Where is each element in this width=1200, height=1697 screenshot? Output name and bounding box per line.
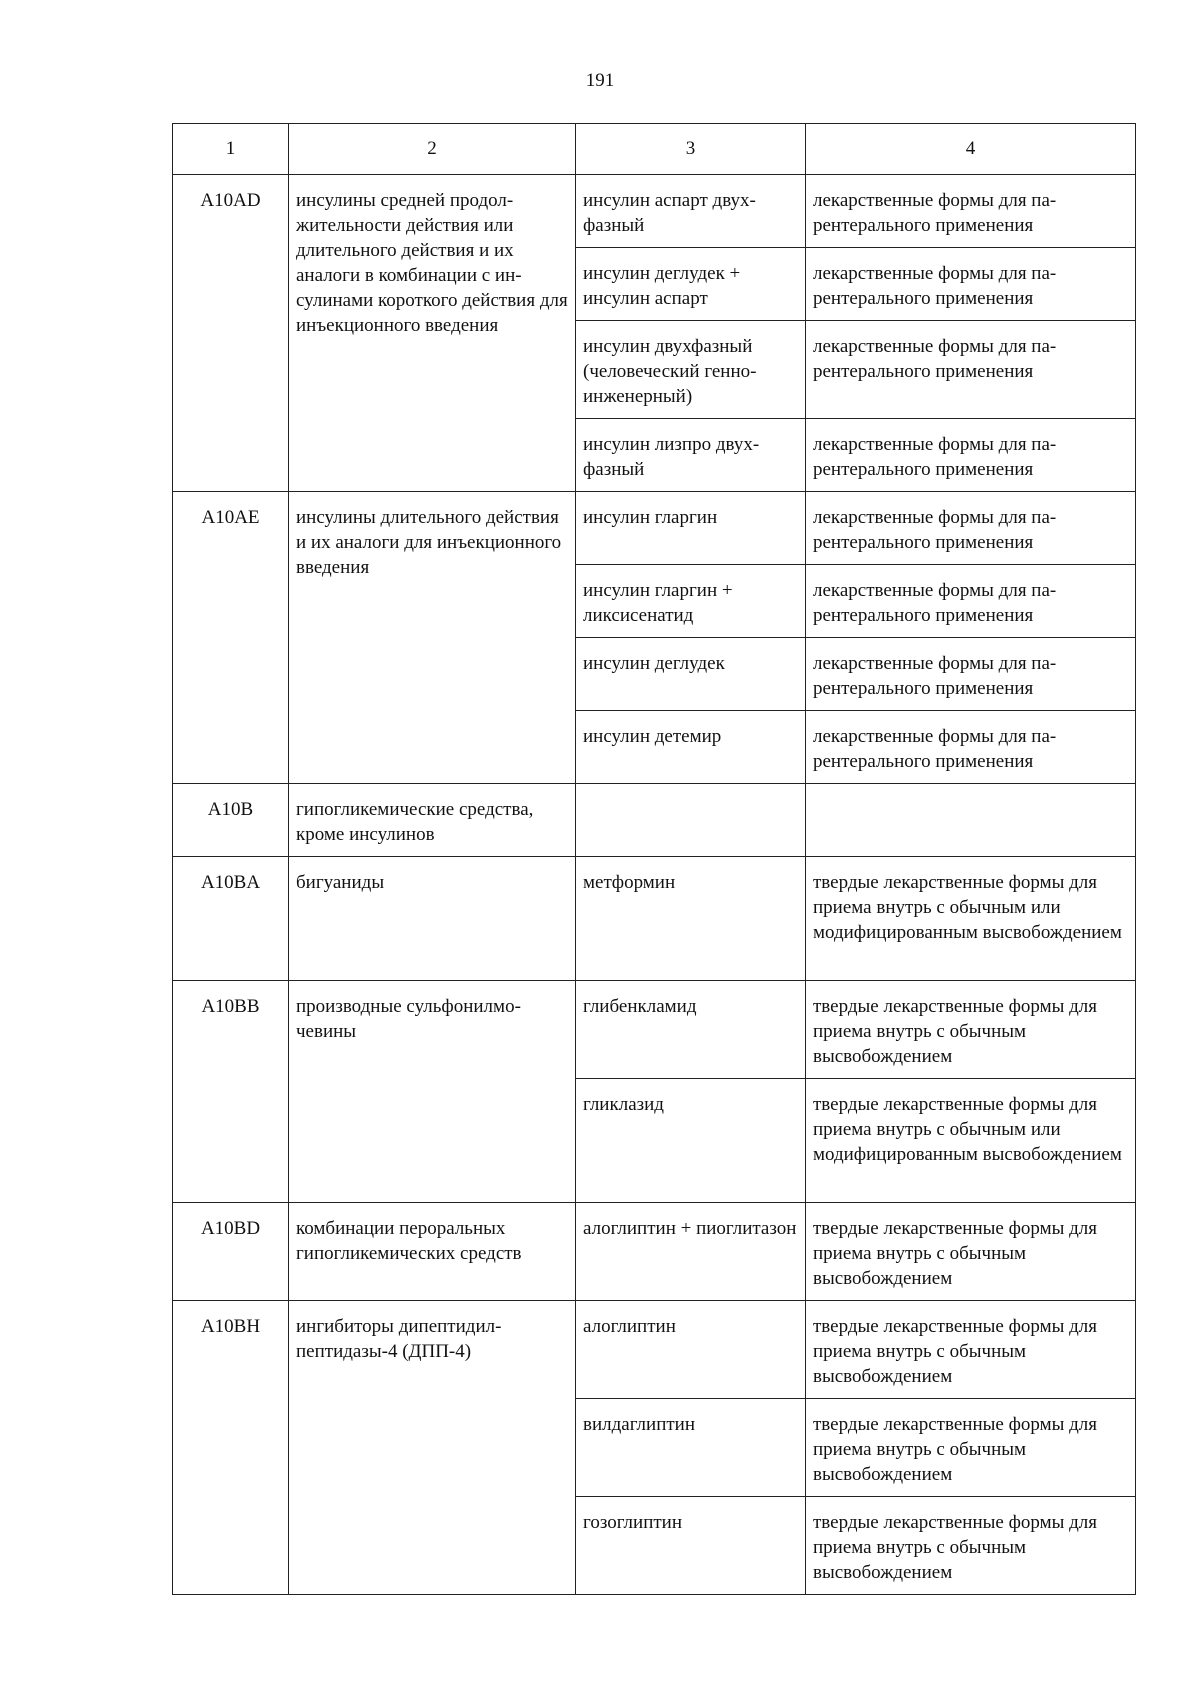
dosage-form-cell: лекарственные формы для парентерального применения (806, 419, 1136, 492)
drug-name-cell: вилдаглиптин (576, 1399, 806, 1497)
dosage-form-cell: твердые лекарственные формы для приема внутрь с обычным высвобождением (806, 1203, 1136, 1301)
drug-name-cell: глибенкламид (576, 981, 806, 1079)
drug-name-cell: инсулин лизпро двухфазный (576, 419, 806, 492)
atc-code-cell: A10BD (173, 1203, 289, 1301)
dosage-form-cell: твердые лекарственные формы для приема внутрь с обычным высвобождением (806, 1399, 1136, 1497)
drug-name-cell: алоглиптин (576, 1301, 806, 1399)
drug-classification-table (172, 123, 1136, 1595)
atc-code-cell: A10AE (173, 492, 289, 784)
atc-code-cell: A10AD (173, 175, 289, 492)
drug-group-cell: бигуаниды (289, 857, 576, 981)
table-body (173, 175, 1136, 1595)
drug-name-cell: метформин (576, 857, 806, 981)
drug-name-cell: инсулин гларгин + ликсисенатид (576, 565, 806, 638)
drug-group-cell: ингибиторы дипептидилпептидазы-4 (ДПП-4) (289, 1301, 576, 1595)
header-row (173, 124, 1136, 175)
drug-name-cell: инсулин аспарт двухфазный (576, 175, 806, 248)
dosage-form-cell: лекарственные формы для парентерального применения (806, 638, 1136, 711)
dosage-form-cell: твердые лекарственные формы для приема внутрь с обычным высвобождением (806, 1301, 1136, 1399)
atc-code-cell: A10BA (173, 857, 289, 981)
drug-name-cell: инсулин деглудек + инсулин аспарт (576, 248, 806, 321)
drug-group-cell: комбинации пероральных гипогликемических средств (289, 1203, 576, 1301)
column-header-3: 3 (576, 124, 806, 175)
table-row (173, 1203, 1136, 1301)
drug-name-cell: гликлазид (576, 1079, 806, 1203)
table-row (173, 784, 1136, 857)
dosage-form-cell: лекарственные формы для парентерального применения (806, 565, 1136, 638)
drug-name-cell (576, 784, 806, 857)
table-row (173, 1301, 1136, 1399)
drug-group-cell: инсулины средней продолжительности действия или длительного действия и их аналоги в комбинации с инсулинами короткого действия для инъекционного введения (289, 175, 576, 492)
dosage-form-cell: твердые лекарственные формы для приема внутрь с обычным или модифицированным высвобождением (806, 857, 1136, 981)
column-header-2: 2 (289, 124, 576, 175)
dosage-form-cell: твердые лекарственные формы для приема внутрь с обычным высвобождением (806, 981, 1136, 1079)
drug-group-cell: инсулины длительного действия и их аналоги для инъекционного введения (289, 492, 576, 784)
atc-code-cell: A10BH (173, 1301, 289, 1595)
dosage-form-cell: лекарственные формы для парентерального применения (806, 492, 1136, 565)
drug-name-cell: инсулин деглудек (576, 638, 806, 711)
drug-name-cell: инсулин детемир (576, 711, 806, 784)
table-row (173, 492, 1136, 565)
dosage-form-cell (806, 784, 1136, 857)
atc-code-cell: A10B (173, 784, 289, 857)
drug-group-cell: гипогликемические средства, кроме инсулинов (289, 784, 576, 857)
dosage-form-cell: лекарственные формы для парентерального применения (806, 711, 1136, 784)
drug-name-cell: гозоглиптин (576, 1497, 806, 1595)
drug-name-cell: инсулин гларгин (576, 492, 806, 565)
drug-name-cell: инсулин двухфазный (человеческий генноинженерный) (576, 321, 806, 419)
drug-name-cell: алоглиптин + пиоглитазон (576, 1203, 806, 1301)
table-row (173, 857, 1136, 981)
column-header-1: 1 (173, 124, 289, 175)
table-row (173, 175, 1136, 248)
dosage-form-cell: твердые лекарственные формы для приема внутрь с обычным высвобождением (806, 1497, 1136, 1595)
dosage-form-cell: лекарственные формы для парентерального применения (806, 248, 1136, 321)
table-row (173, 981, 1136, 1079)
drug-group-cell: производные сульфонилмочевины (289, 981, 576, 1203)
dosage-form-cell: твердые лекарственные формы для приема внутрь с обычным или модифицированным высвобождением (806, 1079, 1136, 1203)
page-number: 191 (585, 70, 615, 91)
atc-code-cell: A10BB (173, 981, 289, 1203)
dosage-form-cell: лекарственные формы для парентерального применения (806, 321, 1136, 419)
column-header-4: 4 (806, 124, 1136, 175)
dosage-form-cell: лекарственные формы для парентерального применения (806, 175, 1136, 248)
